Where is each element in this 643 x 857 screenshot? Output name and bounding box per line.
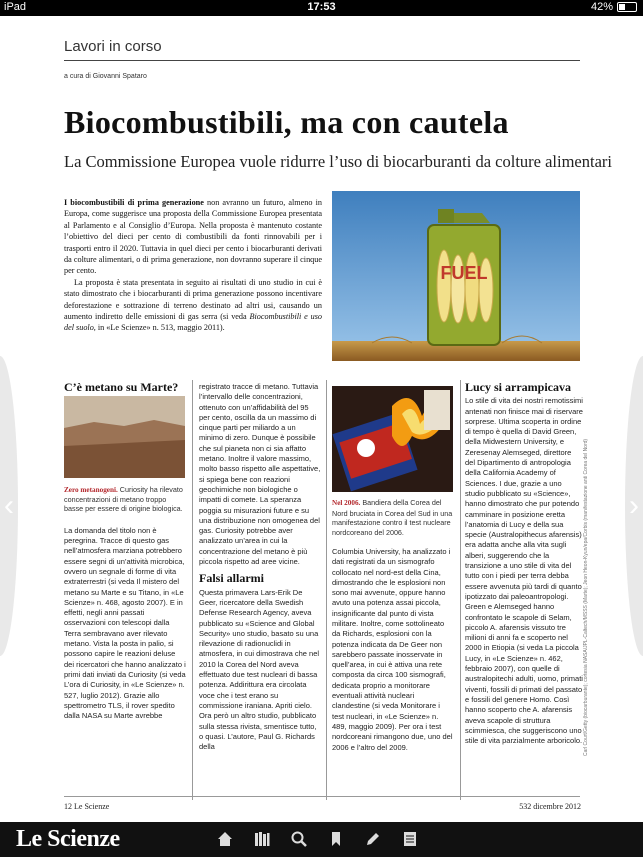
nuclear-body-continued: Columbia University, ha analizzato i dati registrati da un sismografo collocato nel nord-est della Cina, dimostrando che le esplosioni non sono mai avvenute, oppure hanno avuto una potenza assai piccola, insignificante dal punto di vista militare. Inoltre, come sottolineato da Richards, esplosioni con la potenza indicata da De Geer non sarebbero passate inosservate in quell’area, in cui è attiva una rete composta da circa 100 sismografi, dedicata proprio a monitorare eventuali attività nucleari clandestine (si veda Monitorare i test nucleari, in «Le Scienze» n. 489, maggio 2009). Per ora i test nordcoreani rimangono due, uno del 2006 e l’altro del 2009.	[332, 546, 453, 752]
nuclear-title: Falsi allarmi	[199, 571, 264, 586]
page-footer-left: 12 Le Scienze	[64, 802, 110, 811]
mars-caption	[64, 485, 186, 514]
column-divider	[192, 380, 193, 800]
mars-caption-title: Zero metanogeni.	[64, 485, 118, 494]
next-page-button[interactable]	[625, 356, 643, 656]
lead-p2a: La proposta è stata presentata in seguito ai risultati di uno studio in cui è stato dimostrato che i biocarburanti di prima generazione possono incentivare deforestazione e sottrazione di terreno destinato ad altri usi, causando un aumento indiretto delle emissioni di gas serra (si veda	[64, 277, 322, 322]
battery-percent: 42%	[590, 1, 613, 13]
photo-credit: Carl Court/Getty (biocarburante); cortesia NASA/JPL-Caltech/MSSS (Marte); Jeon Heon-Kyun/epa/Corbis (manifestazione anti Corea del Nord)	[583, 438, 589, 756]
nuclear-body: Questa primavera Lars-Erik De Geer, ricercatore della Swedish Defense Research Agency, aveva pubblicato su «Science and Global Security» uno studio, basato su una rilevazione di radionuclidi in atmosfera, in cui dimostrava che nel 2010 la Corea del Nord aveva effettuato due test nucleari di bassa potenza. Addirittura era circolata voce che i test erano su commissione iraniana. Apriti cielo. Ora però un altro studio, pubblicato sulla stessa rivista, smentisce tutto, o quasi. L’autore, Paul G. Richards della	[199, 587, 320, 752]
section-divider	[64, 60, 580, 61]
section-title: Lavori in corso	[64, 38, 162, 55]
flag-caption-text: Bandiera della Corea del Nord bruciata in Corea del Sud in una manifestazione contro il test nucleare nordcoreano del 2006.	[332, 498, 453, 537]
magazine-page[interactable]	[0, 16, 643, 822]
mars-body: La domanda del titolo non è peregrina. Tracce di questo gas nell’atmosfera marziana potrebbero essere segni di un’attività microbica, ovvero un segnale di forme di vita extraterrestri (si veda Il mistero del metano su Marte e su Titano, in «Le Scienze» n. 468, agosto 2007). E in effetti, negli anni passati osservazioni con telescopi dalla Terra sembravano aver rilevato metano. Vista la posta in palio, si possono capire le reazioni deluse dei ricercatori che hanno analizzato i primi dati inviati da Curiosity (si veda L’ora di Curiosity, in «Le Scienze» n. 527, luglio 2012). Grazie allo spettrometro TLS, il rover spedito dalla NASA su Marte avrebbe	[64, 525, 186, 721]
flag-photo	[332, 386, 453, 492]
mars-photo	[64, 396, 185, 478]
lead-text	[64, 197, 322, 334]
lucy-title: Lucy si arrampicava	[465, 380, 571, 394]
magazine-logo[interactable]: Le Scienze	[16, 826, 120, 852]
previous-page-button[interactable]	[0, 356, 18, 656]
article-nuclear-cont	[332, 382, 454, 753]
lucy-body: Lo stile di vita dei nostri remotissimi antenati non finisce mai di riservare sorprese. Ultima scoperta in ordine di tempo è quella di David Green, della Midwestern University, e Zeresenay Alemseged, direttore del Dipartimento di antropologia della California Academy of Sciences. I due, grazie a uno studio pubblicato su «Science», hanno dimostrato che pur potendo camminare in posizione eretta l’anatomia di Lucy e della sua specie (Australopithecus afarensis) era adatta anche alla vita sugli alberi, suggerendo che la transizione a uno stile di vita del tutto con i piedi per terra debba essere avvenuta più tardi di quanto ipotizzato dai paleoantropologi. Green e Alemseged hanno confrontato le scapole di Selam, piccolo A. afarensis vissuto tre milioni di anni fa e scoperto nel 2000 in Etiopia (si veda La piccola Lucy, in «Le Scienze» n. 462, febbraio 2007), con quelle di australopitechi adulti, uomo, primati viventi, fossili di primati del passato e fossili del genere Homo. Così hanno scoperto che A. afarensis aveva scapole di struttura scimmiesca, che suggeriscono uno stile di vita parzialmente arboricolo.	[465, 396, 583, 746]
page-footer-right: 532 dicembre 2012	[519, 802, 581, 811]
flag-caption	[332, 498, 454, 537]
curator-credit: a cura di Giovanni Spataro	[64, 73, 147, 80]
pencil-icon[interactable]	[364, 830, 382, 848]
battery-status	[591, 1, 637, 13]
article-mars-cont	[199, 382, 321, 752]
fuel-label: FUEL	[440, 263, 488, 283]
mars-title: C’è metano su Marte?	[64, 380, 179, 394]
mars-caption-text: Curiosity ha rilevato concentrazioni di metano troppo basse per essere di origine biologica.	[64, 484, 183, 514]
lead-p2b: , in «Le Scienze» n. 513, maggio 2011).	[93, 323, 225, 333]
device-name: iPad	[4, 1, 27, 13]
column-divider	[326, 380, 327, 800]
mars-body-continued: registrato tracce di metano. Tuttavia l’intervallo delle concentrazioni, ottenuto con un’affidabilità del 95 per cento, oscilla da un massimo di cinque parti per miliardo a un minimo di zero. Dunque è possibile che sul pianeta non ci sia affatto metano. Inoltre il valore massimo, molto basso rispetto alle aspettative, si spiega bene con reazioni geochimiche non biologiche o impatti di comete. La speranza poggia su misurazioni future e su una distribuzione non omogenea del gas. Curiosity potrebbe aver analizzato un’area in cui la concentrazione del metano è più piccola rispetto ad aree vicine.	[199, 382, 321, 567]
fuel-can-photo	[332, 191, 580, 361]
chevron-right-icon: ›	[629, 489, 639, 522]
toolbar-icons	[216, 830, 419, 848]
headline: Biocombustibili, ma con cautela	[64, 104, 509, 140]
flag-caption-title: Nel 2006.	[332, 499, 361, 508]
library-icon[interactable]	[253, 830, 271, 848]
home-icon[interactable]	[216, 830, 234, 848]
footer-divider	[64, 796, 580, 797]
bottom-toolbar	[0, 822, 643, 857]
notes-icon[interactable]	[401, 830, 419, 848]
status-bar	[0, 0, 643, 16]
subtitle: La Commissione Europea vuole ridurre l’uso di biocarburanti da colture alimentari	[64, 152, 612, 171]
lead-bold: I biocombustibili di prima generazione	[64, 198, 204, 207]
article-mars	[64, 382, 186, 721]
lead-p2-italic: Biocombustibili e uso del suolo	[64, 312, 322, 333]
search-icon[interactable]	[290, 830, 308, 848]
battery-icon	[617, 2, 637, 12]
column-divider	[460, 380, 461, 800]
chevron-left-icon: ‹	[4, 489, 14, 522]
bookmark-icon[interactable]	[327, 830, 345, 848]
status-time: 17:53	[307, 1, 336, 13]
article-lucy	[465, 382, 583, 746]
lead-p1: non avranno un futuro, almeno in Europa, come suggerisce una proposta della Commissione Europea presentata al Parlamento e al Consiglio d’Europa. Nella proposta è mantenuto costante l’obiettivo del dieci per cento di combustibili da fonti rinnovabili per i trasporti entro il 2020. Tuttavia in quel dieci per cento i biocarburanti derivati da colture alimentari, o di prima generazione, non dovranno superare il cinque per cento.	[64, 198, 322, 276]
